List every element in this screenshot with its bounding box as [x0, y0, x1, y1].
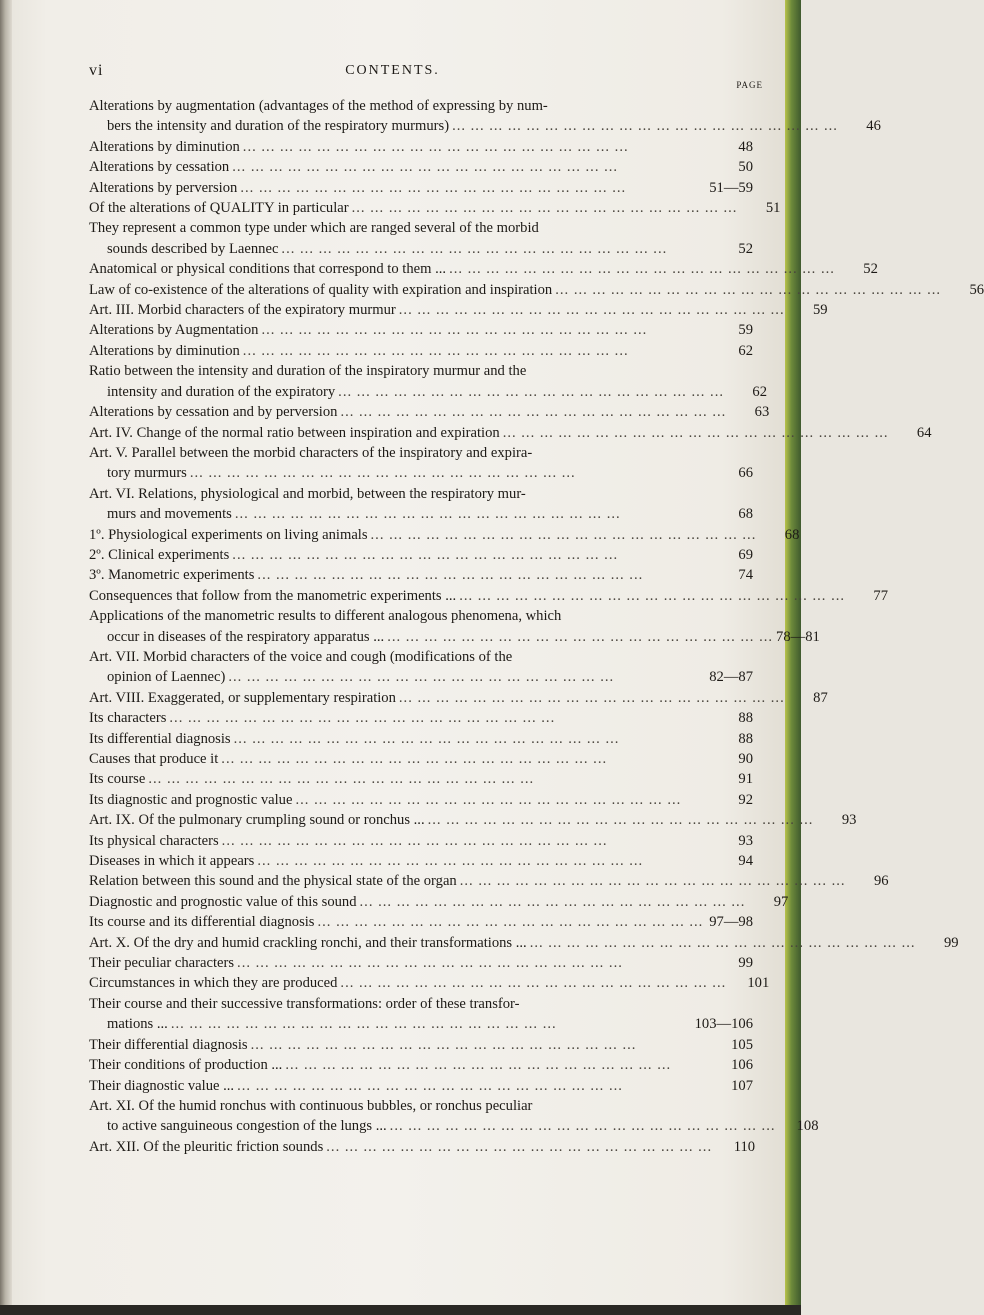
- toc-entry-text: Their diagnostic value ...: [89, 1077, 235, 1094]
- toc-entry: [89, 953, 753, 973]
- toc-line: [89, 953, 753, 973]
- toc-line: [89, 1035, 753, 1055]
- toc-line: [89, 300, 828, 320]
- toc-line: [89, 729, 753, 749]
- toc-entry: [89, 810, 857, 830]
- toc-page-number: 68: [738, 506, 753, 523]
- toc-entry-text: Its diagnostic and prognostic value: [89, 791, 293, 808]
- toc-entry: [89, 749, 753, 769]
- toc-page-number: 103—106: [694, 1016, 753, 1033]
- toc-entry-text: Alterations by perversion: [89, 179, 238, 196]
- toc-entry-text: Art. VII. Morbid characters of the voice and cough (modifications of the: [89, 648, 513, 665]
- toc-entry-text: 2º. Clinical experiments: [89, 546, 230, 563]
- dot-leader: ... ... ... ... ... ... ... ... ... ... ... ... ... ... ... ... ... ... ... ... ...: [351, 200, 738, 217]
- toc-line: [89, 280, 984, 300]
- dot-leader: ... ... ... ... ... ... ... ... ... ... ... ... ... ... ... ... ... ... ... ... ...: [398, 302, 785, 319]
- toc-page-number: 97—98: [709, 914, 753, 931]
- toc-page-number: 66: [738, 465, 753, 482]
- toc-page-number: 64: [916, 424, 932, 441]
- dot-leader: ... ... ... ... ... ... ... ... ... ... ... ... ... ... ... ... ... ... ... ... ...: [221, 832, 608, 849]
- toc-entry: [89, 402, 770, 422]
- toc-page-number: 74: [738, 567, 753, 584]
- page-column-label: PAGE: [736, 80, 763, 90]
- toc-page-number: 82—87: [709, 669, 753, 686]
- toc-entry-text: Its course: [89, 771, 146, 788]
- toc-entry: [89, 198, 781, 218]
- toc-entry: [89, 157, 753, 177]
- toc-line: [89, 831, 753, 851]
- toc-line: [89, 1076, 753, 1096]
- toc-line: [89, 259, 878, 279]
- toc-entry: [89, 586, 889, 606]
- toc-entry-text: intensity and duration of the expiratory: [107, 383, 336, 400]
- toc-page-number: 96: [873, 873, 889, 890]
- dot-leader: ... ... ... ... ... ... ... ... ... ... ... ... ... ... ... ... ... ... ... ... ...: [389, 1118, 776, 1135]
- toc-page-number: 88: [738, 730, 753, 747]
- toc-page-number: 51—59: [709, 179, 753, 196]
- toc-page-number: 52: [863, 261, 878, 278]
- toc-page-number: 91: [738, 771, 753, 788]
- toc-entry-text: Art. IV. Change of the normal ratio between inspiration and expiration: [89, 424, 500, 441]
- toc-entry: [89, 300, 828, 320]
- toc-line: [89, 1116, 819, 1136]
- toc-page-number: 93: [841, 812, 857, 829]
- dot-leader: ... ... ... ... ... ... ... ... ... ... ... ... ... ... ... ... ... ... ... ... ...: [233, 730, 620, 747]
- toc-line: [89, 423, 932, 443]
- dot-leader: ... ... ... ... ... ... ... ... ... ... ... ... ... ... ... ... ... ... ... ... ...: [459, 873, 846, 890]
- page-binding-shadow: [0, 0, 12, 1315]
- toc-entry-text: Art. III. Morbid characters of the expiratory murmur: [89, 302, 396, 319]
- toc-line: [89, 586, 889, 606]
- dot-leader: ... ... ... ... ... ... ... ... ... ... ... ... ... ... ... ... ... ... ... ... ...: [398, 689, 785, 706]
- toc-entry-text: Consequences that follow from the manometric experiments ...: [89, 587, 457, 604]
- toc-line: [89, 1137, 756, 1157]
- toc-entry-text: Art. VI. Relations, physiological and morbid, between the respiratory mur-: [89, 485, 526, 502]
- toc-line: [89, 973, 770, 993]
- toc-entry-text: Its differential diagnosis: [89, 730, 231, 747]
- toc-entry-text: Their differential diagnosis: [89, 1036, 248, 1053]
- toc-entry-text: Applications of the manometric results to different analogous phenomena, which: [89, 608, 562, 625]
- toc-entry: [89, 137, 753, 157]
- toc-entry-text: Art. XI. Of the humid ronchus with continuous bubbles, or ronchus peculiar: [89, 1097, 533, 1114]
- toc-entry: [89, 545, 753, 565]
- toc-entry: [89, 708, 753, 728]
- toc-line: [89, 933, 959, 953]
- toc-line: [89, 892, 789, 912]
- toc-line: [89, 790, 753, 810]
- dot-leader: ... ... ... ... ... ... ... ... ... ... ... ... ... ... ... ... ... ... ... ... ...: [240, 179, 627, 196]
- dot-leader: ... ... ... ... ... ... ... ... ... ... ... ... ... ... ... ... ... ... ... ... ...: [449, 261, 835, 278]
- toc-page-number: 107: [731, 1077, 753, 1094]
- toc-entry-text: 1º. Physiological experiments on living animals: [89, 526, 368, 543]
- toc-page-number: 92: [738, 791, 753, 808]
- toc-entry-text: Art. X. Of the dry and humid crackling ronchi, and their transformations ...: [89, 934, 527, 951]
- toc-entry-text: Circumstances in which they are produced: [89, 975, 338, 992]
- toc-entry-text: Art. VIII. Exaggerated, or supplementary respiration: [89, 689, 396, 706]
- dot-leader: ... ... ... ... ... ... ... ... ... ... ... ... ... ... ... ... ... ... ... ... ...: [242, 138, 629, 155]
- toc-entry-text: mations ...: [107, 1016, 168, 1033]
- toc-entry: [89, 1055, 753, 1075]
- toc-line: [89, 320, 753, 340]
- toc-line: [89, 341, 753, 361]
- toc-line: [89, 1014, 753, 1034]
- toc-entry-text: Alterations by cessation and by perversion: [89, 404, 338, 421]
- toc-entry: [89, 484, 753, 525]
- toc-entry: [89, 525, 800, 545]
- toc-line: [89, 688, 828, 708]
- toc-entry: [89, 790, 753, 810]
- toc-entry: [89, 1035, 753, 1055]
- toc-entry: [89, 443, 753, 484]
- toc-page-number: 56: [969, 281, 984, 298]
- toc-entry: [89, 606, 820, 647]
- toc-entry-text: Its course and its differential diagnosis: [89, 914, 315, 931]
- toc-page-number: 52: [738, 240, 753, 257]
- page-header: [0, 62, 785, 82]
- toc-entry: [89, 259, 878, 279]
- toc-line: [89, 137, 753, 157]
- dot-leader: ... ... ... ... ... ... ... ... ... ... ... ... ... ... ... ... ... ... ... ... ...: [242, 342, 629, 359]
- toc-entry: [89, 178, 753, 198]
- toc-page-number: 77: [873, 587, 889, 604]
- dot-leader: ... ... ... ... ... ... ... ... ... ... ... ... ... ... ... ... ... ... ... ... ...: [232, 159, 619, 176]
- toc-entry: [89, 647, 753, 688]
- toc-line: [89, 810, 857, 830]
- toc-entry-text: Art. XII. Of the pleuritic friction sounds: [89, 1138, 324, 1155]
- dot-leader: ... ... ... ... ... ... ... ... ... ... ... ... ... ... ... ... ... ... ... ... ...: [340, 975, 727, 992]
- toc-entry-text: Alterations by diminution: [89, 138, 240, 155]
- toc-entry-text: bers the intensity and duration of the respiratory murmurs): [107, 118, 450, 135]
- toc-line: [89, 769, 753, 789]
- toc-line: [89, 525, 800, 545]
- dot-leader: ... ... ... ... ... ... ... ... ... ... ... ... ... ... ... ... ... ... ... ... ...: [234, 506, 621, 523]
- toc-entry-text: Art. V. Parallel between the morbid characters of the inspiratory and expira-: [89, 444, 533, 461]
- toc-page-number: 99: [943, 934, 959, 951]
- toc-line: [89, 198, 781, 218]
- toc-entry: [89, 994, 753, 1035]
- toc-entry-text: tory murmurs: [107, 465, 187, 482]
- toc-entry: [89, 96, 881, 137]
- dot-leader: ... ... ... ... ... ... ... ... ... ... ... ... ... ... ... ... ... ... ... ... ...: [317, 914, 704, 931]
- toc-entry: [89, 688, 828, 708]
- dot-leader: ... ... ... ... ... ... ... ... ... ... ... ... ... ... ... ... ... ... ... ... ...: [281, 240, 668, 257]
- dot-leader: ... ... ... ... ... ... ... ... ... ... ... ... ... ... ... ... ... ... ... ... ...: [555, 281, 942, 298]
- toc-line: [89, 545, 753, 565]
- toc-entry-text: Their conditions of production ...: [89, 1057, 283, 1074]
- toc-line: [89, 749, 753, 769]
- dot-leader: ... ... ... ... ... ... ... ... ... ... ... ... ... ... ... ... ... ... ... ... ...: [359, 893, 746, 910]
- toc-entry-text: Its characters: [89, 710, 167, 727]
- dot-leader: ... ... ... ... ... ... ... ... ... ... ... ... ... ... ... ... ... ... ... ... ...: [285, 1057, 672, 1074]
- toc-entry: [89, 1096, 819, 1137]
- toc-entry: [89, 565, 753, 585]
- toc-entry-text: Diagnostic and prognostic value of this sound: [89, 893, 357, 910]
- page-bottom-shadow: [0, 1305, 801, 1315]
- toc-page-number: 46: [866, 118, 881, 135]
- dot-leader: ... ... ... ... ... ... ... ... ... ... ... ... ... ... ... ... ... ... ... ... ...: [189, 465, 576, 482]
- table-of-contents: [89, 96, 984, 1157]
- dot-leader: ... ... ... ... ... ... ... ... ... ... ... ... ... ... ... ... ... ... ... ... ...: [148, 771, 535, 788]
- toc-page-number: 63: [754, 404, 770, 421]
- toc-page-number: 110: [733, 1138, 756, 1155]
- toc-line: [89, 912, 753, 932]
- toc-entry: [89, 729, 753, 749]
- toc-page-number: 93: [738, 832, 753, 849]
- dot-leader: ... ... ... ... ... ... ... ... ... ... ... ... ... ... ... ... ... ... ... ... ...: [250, 1036, 637, 1053]
- toc-entry-text: Ratio between the intensity and duration of the inspiratory murmur and the: [89, 363, 527, 380]
- toc-line: [89, 627, 820, 647]
- toc-entry: [89, 851, 753, 871]
- toc-entry-text: occur in diseases of the respiratory apparatus ...: [107, 628, 385, 645]
- toc-line: [89, 1055, 753, 1075]
- dot-leader: ... ... ... ... ... ... ... ... ... ... ... ... ... ... ... ... ... ... ... ... ...: [529, 934, 916, 951]
- toc-page-number: 69: [738, 546, 753, 563]
- dot-leader: ... ... ... ... ... ... ... ... ... ... ... ... ... ... ... ... ... ... ... ... ...: [170, 1016, 557, 1033]
- toc-line: [89, 116, 881, 136]
- toc-entry: [89, 423, 932, 443]
- toc-page-number: 97: [773, 893, 789, 910]
- toc-page-number: 78—81: [776, 628, 820, 645]
- toc-entry: [89, 892, 789, 912]
- running-head: CONTENTS.: [345, 63, 440, 78]
- dot-leader: ... ... ... ... ... ... ... ... ... ... ... ... ... ... ... ... ... ... ... ... ...: [338, 383, 724, 400]
- toc-entry-text: Relation between this sound and the physical state of the organ: [89, 873, 457, 890]
- toc-entry: [89, 361, 767, 402]
- toc-line: [89, 157, 753, 177]
- dot-leader: ... ... ... ... ... ... ... ... ... ... ... ... ... ... ... ... ... ... ... ... ...: [295, 791, 682, 808]
- toc-entry: [89, 1076, 753, 1096]
- toc-entry-text: Alterations by Augmentation: [89, 322, 259, 339]
- toc-line: [89, 871, 889, 891]
- toc-entry-text: Alterations by cessation: [89, 159, 230, 176]
- dot-leader: ... ... ... ... ... ... ... ... ... ... ... ... ... ... ... ... ... ... ... ... ...: [427, 812, 814, 829]
- toc-entry-text: Alterations by augmentation (advantages of the method of expressing by num-: [89, 98, 548, 114]
- toc-entry: [89, 912, 753, 932]
- toc-page-number: 87: [813, 689, 828, 706]
- toc-page-number: 101: [747, 975, 770, 992]
- toc-page-number: 106: [731, 1057, 753, 1074]
- toc-page-number: 90: [738, 751, 753, 767]
- toc-entry: [89, 769, 753, 789]
- toc-page-number: 94: [738, 853, 753, 870]
- dot-leader: ... ... ... ... ... ... ... ... ... ... ... ... ... ... ... ... ... ... ... ... ...: [228, 669, 615, 686]
- toc-entry-text: Of the alterations of QUALITY in particular: [89, 200, 349, 217]
- toc-entry-text: Causes that produce it: [89, 751, 219, 767]
- toc-page-number: 62: [752, 383, 767, 400]
- dot-leader: ... ... ... ... ... ... ... ... ... ... ... ... ... ... ... ... ... ... ... ... ...: [452, 118, 838, 135]
- toc-entry-text: Diseases in which it appears: [89, 853, 255, 870]
- toc-line: [89, 851, 753, 871]
- toc-line: [89, 504, 753, 524]
- toc-entry-text: Law of co-existence of the alterations of quality with expiration and inspiration: [89, 281, 553, 298]
- toc-entry-text: murs and movements: [107, 506, 232, 523]
- toc-page-number: 51: [765, 200, 781, 217]
- toc-line: [89, 667, 753, 687]
- toc-entry: [89, 341, 753, 361]
- toc-entry-text: Their peculiar characters: [89, 955, 235, 972]
- toc-entry-text: Its physical characters: [89, 832, 219, 849]
- toc-entry: [89, 1137, 756, 1157]
- toc-entry: [89, 831, 753, 851]
- dot-leader: ... ... ... ... ... ... ... ... ... ... ... ... ... ... ... ... ... ... ... ... ...: [340, 404, 727, 421]
- toc-entry: [89, 280, 984, 300]
- toc-entry-text: 3º. Manometric experiments: [89, 567, 255, 584]
- dot-leader: ... ... ... ... ... ... ... ... ... ... ... ... ... ... ... ... ... ... ... ... ...: [232, 546, 619, 563]
- toc-line: [89, 708, 753, 728]
- toc-entry: [89, 320, 753, 340]
- dot-leader: ... ... ... ... ... ... ... ... ... ... ... ... ... ... ... ... ... ... ... ... ...: [169, 710, 556, 727]
- toc-entry: [89, 218, 753, 259]
- toc-line: [89, 565, 753, 585]
- toc-entry-text: to active sanguineous congestion of the lungs ...: [107, 1118, 387, 1135]
- toc-entry: [89, 933, 959, 953]
- dot-leader: ... ... ... ... ... ... ... ... ... ... ... ... ... ... ... ... ... ... ... ... ...: [387, 628, 774, 645]
- page-number: vi: [89, 62, 104, 79]
- dot-leader: ... ... ... ... ... ... ... ... ... ... ... ... ... ... ... ... ... ... ... ... ...: [257, 853, 644, 870]
- dot-leader: ... ... ... ... ... ... ... ... ... ... ... ... ... ... ... ... ... ... ... ... ...: [257, 567, 644, 584]
- dot-leader: ... ... ... ... ... ... ... ... ... ... ... ... ... ... ... ... ... ... ... ... ...: [261, 322, 648, 339]
- toc-entry-text: sounds described by Laennec: [107, 240, 279, 257]
- toc-line: [89, 178, 753, 198]
- toc-entry-text: Art. IX. Of the pulmonary crumpling sound or ronchus ...: [89, 812, 425, 829]
- toc-line: [89, 382, 767, 402]
- toc-page-number: 99: [738, 955, 753, 972]
- toc-entry: [89, 973, 770, 993]
- toc-line: [89, 402, 770, 422]
- toc-page-number: 48: [738, 138, 753, 155]
- toc-page-number: 50: [738, 159, 753, 176]
- toc-line: [89, 239, 753, 259]
- toc-page-number: 62: [738, 342, 753, 359]
- dot-leader: ... ... ... ... ... ... ... ... ... ... ... ... ... ... ... ... ... ... ... ... ...: [326, 1138, 713, 1155]
- toc-page-number: 59: [813, 302, 828, 319]
- dot-leader: ... ... ... ... ... ... ... ... ... ... ... ... ... ... ... ... ... ... ... ... ...: [237, 1077, 623, 1094]
- toc-entry-text: opinion of Laennec): [107, 669, 226, 686]
- toc-entry-text: Anatomical or physical conditions that correspond to them ...: [89, 261, 447, 278]
- toc-page-number: 105: [731, 1036, 753, 1053]
- toc-page-number: 59: [738, 322, 753, 339]
- toc-entry: [89, 871, 889, 891]
- dot-leader: ... ... ... ... ... ... ... ... ... ... ... ... ... ... ... ... ... ... ... ... ...: [502, 424, 889, 441]
- toc-page-number: 68: [784, 526, 800, 543]
- toc-page-number: 88: [738, 710, 753, 727]
- toc-entry-text: Their course and their successive transformations: order of these transfor-: [89, 995, 520, 1012]
- toc-page-number: 108: [796, 1118, 819, 1135]
- toc-line: [89, 463, 753, 483]
- dot-leader: ... ... ... ... ... ... ... ... ... ... ... ... ... ... ... ... ... ... ... ... ...: [221, 751, 608, 767]
- toc-entry-text: Alterations by diminution: [89, 342, 240, 359]
- toc-entry-text: They represent a common type under which are ranged several of the morbid: [89, 220, 539, 237]
- dot-leader: ... ... ... ... ... ... ... ... ... ... ... ... ... ... ... ... ... ... ... ... ...: [237, 955, 623, 972]
- dot-leader: ... ... ... ... ... ... ... ... ... ... ... ... ... ... ... ... ... ... ... ... ...: [370, 526, 757, 543]
- dot-leader: ... ... ... ... ... ... ... ... ... ... ... ... ... ... ... ... ... ... ... ... ...: [459, 587, 846, 604]
